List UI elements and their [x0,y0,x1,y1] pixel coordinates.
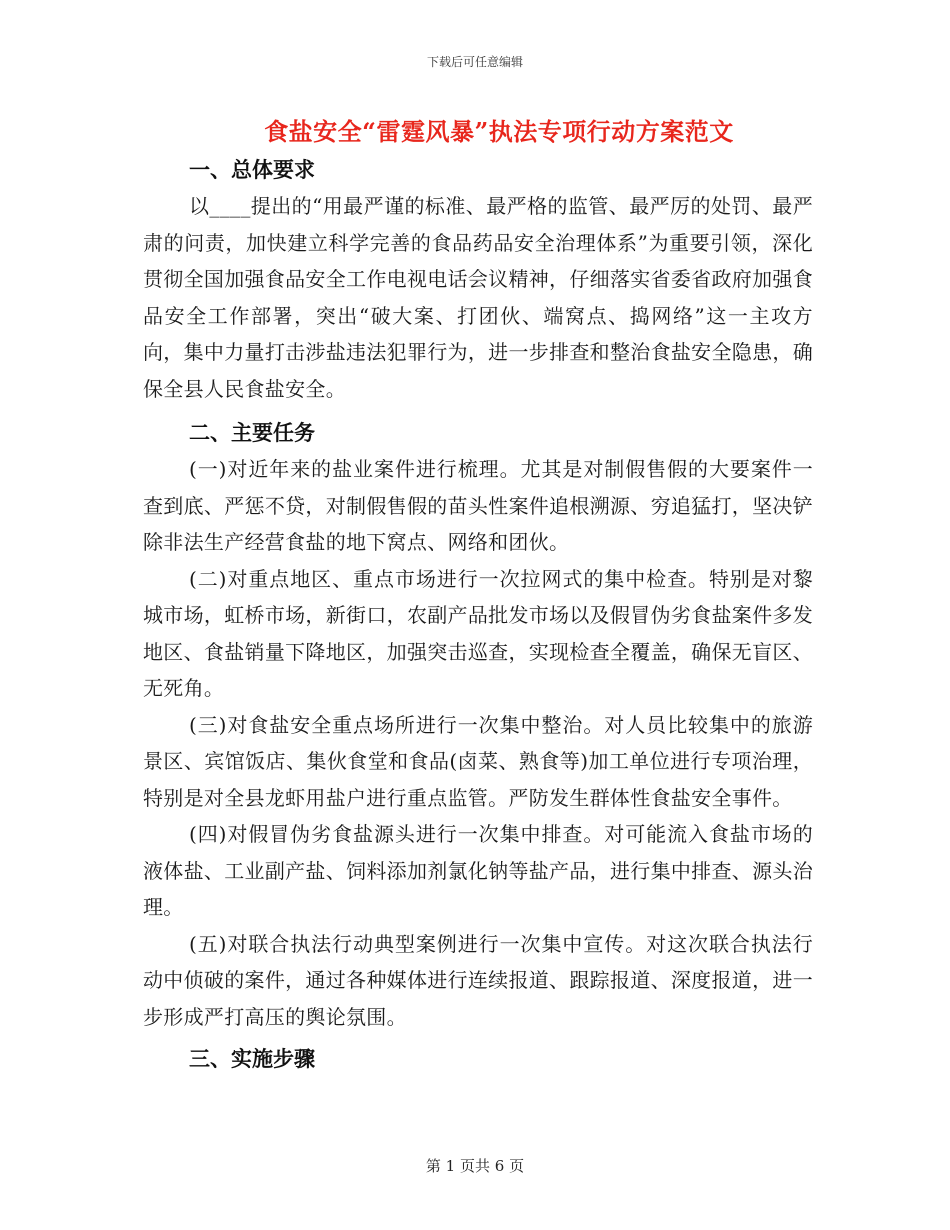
header-note: 下载后可任意编辑 [426,55,523,69]
section-heading: 二、主要任务 [189,420,315,445]
section-heading: 一、总体要求 [189,157,315,182]
paragraph: (四)对假冒伪劣食盐源头进行一次集中排查。对可能流入食盐市场的液体盐、工业副产盐、饲料添加剂氯化钠等盐产品，进行集中排查、源头治理。 [143,822,813,919]
paragraph: 以____提出的“用最严谨的标准、最严格的监管、最严厉的处罚、最严肃的问责，加快建立科学完善的食品药品安全治理体系”为重要引领，深化贯彻全国加强食品安全工作电视电话会议精神，仔细落实省委省政府加强食品安全工作部署，突出“破大案、打团伙、端窝点、捣网络”这一主攻方向，集中力量打击涉盐违法犯罪行为，进一步排查和整治食盐安全隐患，确保全县人民食盐安全。 [143,194,813,401]
section-main-tasks [143,415,813,1035]
section-heading: 三、实施步骤 [189,1046,315,1071]
paragraph: (一)对近年来的盐业案件进行梳理。尤其是对制假售假的大要案件一查到底、严惩不贷，对制假售假的苗头性案件追根溯源、穷追猛打，坚决铲除非法生产经营食盐的地下窝点、网络和团伙。 [143,457,813,554]
section-general-requirements [143,152,813,407]
document-body [143,152,813,1077]
section-implementation-steps [143,1041,813,1077]
page-footer: 第 1 页共 6 页 [425,1157,525,1175]
paragraph: (三)对食盐安全重点场所进行一次集中整治。对人员比较集中的旅游景区、宾馆饭店、集伙食堂和食品(卤菜、熟食等)加工单位进行专项治理，特别是对全县龙虾用盐户进行重点监管。严防发生群体性食盐安全事件。 [143,712,813,810]
document-title: 食盐安全“雷霆风暴”执法专项行动方案范文 [264,117,734,146]
paragraph: (五)对联合执法行动典型案例进行一次集中宣传。对这次联合执法行动中侦破的案件，通过各种媒体进行连续报道、跟踪报道、深度报道，进一步形成严打高压的舆论氛围。 [143,931,813,1029]
paragraph: (二)对重点地区、重点市场进行一次拉网式的集中检查。特别是对黎城市场，虹桥市场，新街口，农副产品批发市场以及假冒伪劣食盐案件多发地区、食盐销量下降地区，加强突击巡查，实现检查全覆盖，确保无盲区、无死角。 [143,566,813,700]
